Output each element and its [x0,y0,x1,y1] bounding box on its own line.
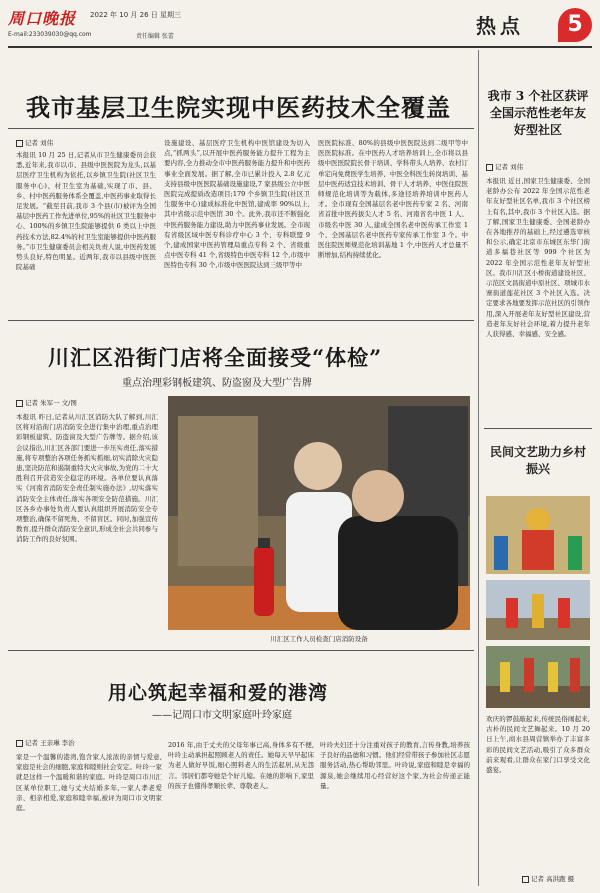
masthead [8,4,592,44]
article3-headline: 用心筑起幸福和爱的港湾 [108,682,329,704]
culture-body: 欢庆的锣鼓敲起来,传统民俗闹起来,古朴的民间文艺舞起来。10 月 20 日上午,商水县周营镇举办了丰富多彩的民间文艺活动,吸引了众多群众前来观看,让群众在家门口享受文化盛宴。 [486,715,590,775]
article1-col1: 本报讯 10 月 25 日,记者从市卫生健康委员会获悉,近年来,我市以市、县级中医医院为龙头,以基层医疗卫生机构为依托,以乡镇卫生院(社区卫生服务中心)、村卫生室为基础,实现了市、县、乡、村中医药服务体系全覆盖,中医药事业取得长足发展。“截至目前,我市 3 个县(市)被评为全国基层中医药工作先进单位,95%的社区卫生服务中心、100%的乡镇卫生院能够提供 6 类以上中医药技术方法,82.4%的村卫生室能够提供中医药服务。”市卫生健康委员会相关负责人说,中医药发展势头良好,特色明显。近两年,我市以县级中医医院基础 [16,151,156,272]
article2-byline: 记者 朱军一 文/图 [16,398,77,407]
sidebar-divider [478,50,479,886]
article2-rule [8,320,474,321]
page-number-badge: 5 [558,8,592,42]
article3-byline: 记者 王亲琳 李治 [16,738,75,747]
contact-email: E-mail:233039030@qq.com [8,31,92,38]
article1-byline: 记者 刘伟 [16,138,53,147]
article3-rule [8,650,474,651]
article1-col2: 设施建设、基层医疗卫生机构中医馆建设为切入点,“抓两头”,以开展中医药服务能力提升工程为主要内容,全力推动全市中医药服务能力提升和中医药事业全面发展。据了解,全市已累计投入 2.8 亿元支持县级中医医院基础设施建设,7 家县级公立中医医院完成提质改造项目;179 个乡镇卫生院(社区卫生服务中心)建成标准化中医馆,建成率 90%以上,其中省级示范中医馆 30 个。此外,我市还不断强化中医药服务能力建设,助力中医药事业发展。全市现有省级区域中医专科诊疗中心 3 个、专科联盟 9 个,建成国家中医药管理局重点专科 2 个、省级重点中医专科 41 个,省级特色中医专科 12 个,市级中医特色专科 30 个,市级中医医院达到三级甲等中 [164,139,310,270]
newspaper-logo: 周口晚报 [8,9,77,28]
article2-subhead: 重点治理彩钢板建筑、防盗窗及大型广告牌 [122,378,312,389]
article3-subhead: ——记周口市文明家庭叶玲家庭 [152,710,292,721]
article1-rule [8,128,474,129]
folk-art-photo-3 [486,646,590,708]
folk-art-photo-1 [486,496,590,574]
culture-headline: 民间文艺助力乡村振兴 [489,445,586,476]
article3-col2: 2016 年,由于丈夫的父母年事已高,身体多有不便,叶玲主动承担起照顾老人的责任。她每天早早起床为老人做好早饭,细心照料老人的生活起居,从无怨言。邻居们都夸她是个好儿媳。在她的影响下,家里的孩子也懂得孝顺长辈、尊敬老人。 [168,741,314,790]
issue-date: 2022 年 10 月 26 日 星期三 [90,11,181,19]
folk-art-photo-2 [486,580,590,640]
article2-headline: 川汇区沿街门店将全面接受“体检” [48,345,383,370]
culture-rule [484,428,592,429]
masthead-divider [8,46,592,48]
community-headline: 我市 3 个社区获评全国示范性老年友好型社区 [487,89,589,137]
community-byline: 记者 刘伟 [486,162,523,171]
fire-inspection-photo [168,396,470,630]
responsible-editor: 责任编辑 张蕾 [136,33,174,40]
article3-col1: 家是一个温馨的港湾,饱含家人浓浓的亲情与爱意,家庭是社会的细胞,家庭和睦则社会安定。叶玲一家就是这样一个温暖和谐的家庭。叶玲是周口市川汇区某单位职工,她与丈夫结婚多年,一家人孝老爱亲、相亲相爱,家庭和睦幸福,被评为周口市文明家庭。 [16,753,162,813]
section-name: 热点 [476,14,524,38]
article1-headline: 我市基层卫生院实现中医药技术全覆盖 [26,93,451,122]
article3-col3: 叶玲夫妇还十分注重对孩子的教育,言传身教,培养孩子良好的品德和习惯。他们经常带孩子参加社区志愿服务活动,热心帮助邻里。叶玲说,家庭和睦是幸福的源泉,她会继续用心经营好这个家,为社会传递正能量。 [320,741,470,790]
photo-caption: 川汇区工作人员检查门店消防设备 [270,635,368,643]
article2-body: 本报讯 昨日,记者从川汇区消防大队了解到,川汇区将对沿街门店消防安全进行集中治理,重点治理彩钢板建筑、防盗窗及大型广告牌等。据介绍,该会议指出,川汇区各部门要进一步压实责任,落实措施,将专项整治各项任务抓实抓细,切实消除火灾隐患,坚决防范和遏制重特大火灾事故,为党的二十大胜利召开营造安全稳定的环境。各单位要认真落实《河南省消防安全责任制实施办法》,切实落实消防安全主体责任,落实各项安全防范措施。川汇区各乡办事处负责人要认真组织开展消防安全专项整治,确保不留死角、不留盲区。同时,加强宣传教育,提升群众消防安全意识,形成全社会共同参与消防工作的良好氛围。 [16,413,158,544]
culture-byline: 记者 高洪跑 摄 [522,874,574,883]
community-body: 本报讯 近日,国家卫生健康委、全国老龄办公布 2022 年全国示范性老年友好型社区名单,我市 3 个社区榜上有名,其中,我市 3 个社区入选。据了解,国家卫生健康委、全国老龄办在各地推荐的基础上,经过遴选审核和公示,确定北京市东城区东华门街道多福巷社区等 999 个社区为 2022 年全国示范性老年友好型社区。我市川汇区小桥街道建设社区、示范区文昌街道中原社区、项城市水寨街道莲花社区 3 个社区入选。决定要求各地要发挥示范社区的引领作用,深入开展老年友好型社区建设,营造老年友好社会环境,着力提升老年人获得感、幸福感、安全感。 [486,177,590,339]
article1-col3: 医医院标准、80%的县级中医医院达到二级甲等中医医院标准。在中医药人才培养培训上,全市将以县级中医医院院长骨干培训、学科带头人培养、农村订单定向免费医学生培养、中医全科医生转岗培训、基层中医药适宜技术培训、骨干人才培养、中医住院医师规范化培训等为载体,多途径培养培训中医药人才。全市现有全国基层名老中医药专家 2 名、河南省首批中医药拔尖人才 5 名、河南省名中医 1 人、市级名中医 30 人,建成全国名老中医传承工作室 1 个、全国基层名老中医药专家传承工作室 3 个。中医住院医师规范化培训基地 1 个,中医药人才总量不断增加,结构持续优化。 [318,139,468,260]
